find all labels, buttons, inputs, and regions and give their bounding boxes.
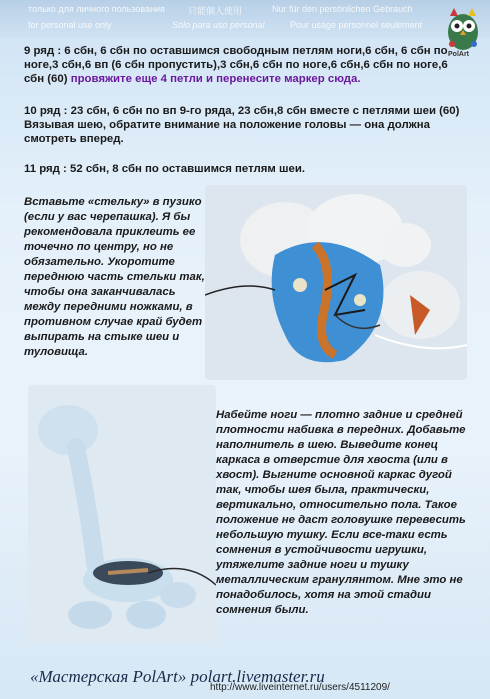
watermark-cn: 只能個人使用: [188, 6, 243, 16]
row-9-highlight: провяжите еще 4 петли и перенесите маркер сюда.: [70, 73, 361, 85]
photo-turtle-insole: [205, 185, 467, 380]
insole-instructions: Вставьте «стельку» в пузико (если у вас черепашка). Я бы рекомендовала приклеить ее точечно по центру, но не обязательно. Укоротите переднюю часть стельки так, чтобы она заканчивалась между передними ножками, в противном случае край будет выпирать на стыке шеи и туловища.: [24, 196, 205, 358]
row-9-paragraph: [24, 44, 464, 86]
watermark-en: for personal use only: [28, 20, 112, 30]
logo-text: PolArt: [448, 51, 469, 58]
footer-signature: «Мастерская PolArt» polart.livemaster.ru: [30, 667, 325, 686]
watermark-ru: только для личного пользования: [28, 4, 165, 14]
watermark-es: Sólo para uso personal: [172, 20, 265, 30]
row-11-paragraph: 11 ряд : 52 сбн, 8 сбн по оставшимся петлям шеи.: [24, 163, 305, 175]
row-9-text: 9 ряд : 6 сбн, 6 сбн по оставшимся свободным петлям ноги,6 сбн, 6 сбн по ноге,3 сбн,6 вп (6 сбн пропустить),3 сбн,6 сбн по ноге,6 сбн,6 сбн по ноге,6 сбн (60): [24, 45, 448, 85]
row-10-paragraph: 10 ряд : 23 сбн, 6 сбн по вп 9-го ряда, 23 сбн,8 сбн вместе с петлями шеи (60) Вязывая шею, обратите внимание на положение головы — она должна смотреть вперед.: [24, 105, 460, 145]
photo-turtle-frame: [28, 385, 216, 643]
watermark-bar: [0, 0, 490, 38]
watermark-fr: Pour usage personnel seulement: [290, 20, 423, 30]
stuffing-instructions: Набейте ноги — плотно задние и средней плотности набивка в передних. Добавьте наполнитель в шею. Выведите конец каркаса в отверстие для хвоста (или в хвост). Выгните основной каркас дугой так, чтобы шея была, практически, вертикально, относительно пола. Такое положение не даст головушке перевесить небольшую тушку. Если все-таки есть сомнения в устойчивости игрушки, утяжелите задние ноги и тушку металлическим гранулянтом. Мне это не понадобилось, хотя на этой стадии сомнения были.: [216, 409, 466, 616]
footer-url[interactable]: http://www.liveinternet.ru/users/4511209/: [210, 682, 390, 693]
watermark-de: Nur für den persönlichen Gebrauch: [272, 4, 413, 14]
